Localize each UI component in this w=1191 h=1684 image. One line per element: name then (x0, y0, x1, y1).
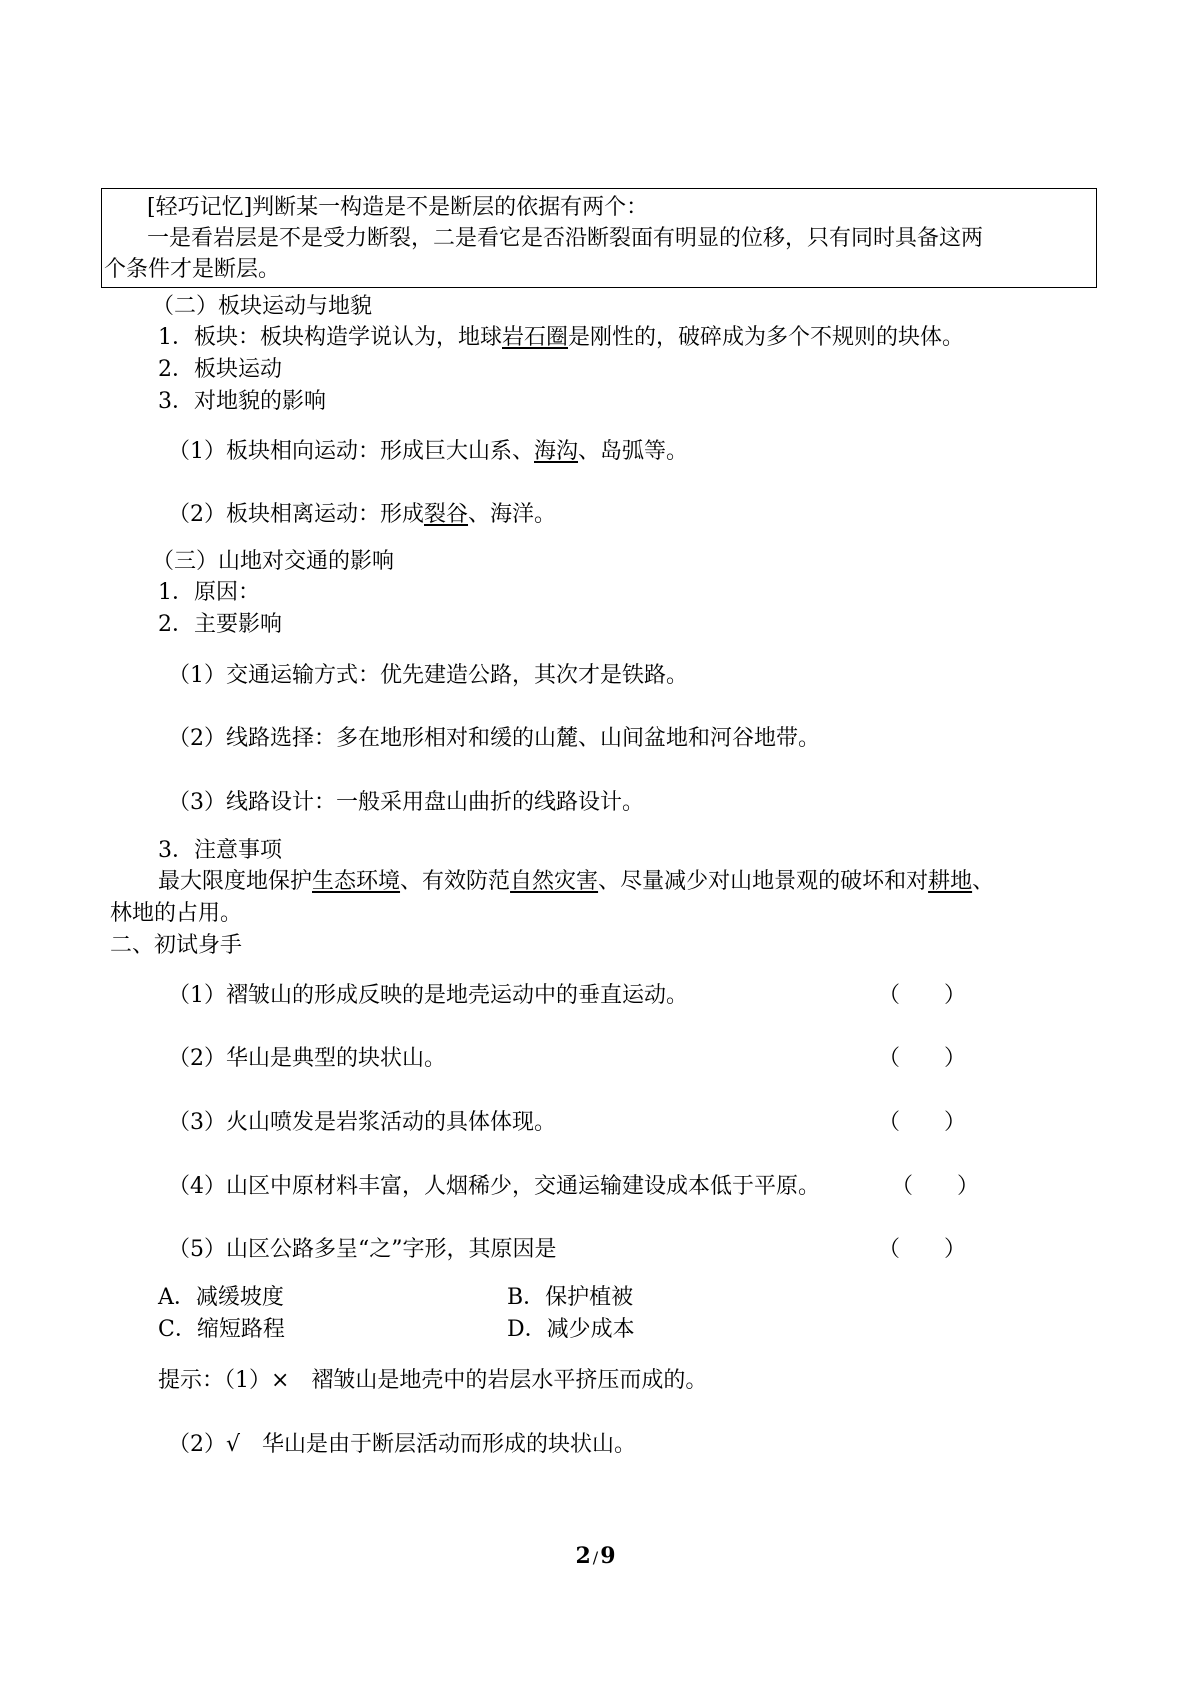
option-a[interactable]: A．减缓坡度 (158, 1285, 284, 1310)
term-rift: 裂谷 (424, 502, 469, 527)
mountain-item-1: 1．原因： (158, 580, 260, 605)
hint-2: （2）√ 华山是由于断层活动而形成的块状山。 (168, 1432, 637, 1457)
plate-sub-2-rest: 、海洋。 (468, 502, 557, 527)
term-trench: 海沟 (534, 439, 579, 464)
plate-sub-2 (168, 500, 556, 530)
plate-item-1-text: 1．板块：板块构造学说认为，地球 (158, 325, 502, 350)
answer-blank-4[interactable]: （ ） (891, 1174, 980, 1199)
mountain-item-2: 2．主要影响 (158, 612, 282, 637)
question-2: （2）华山是典型的块状山。 (168, 1046, 446, 1071)
question-1: （1）褶皱山的形成反映的是地壳运动中的垂直运动。 (168, 983, 688, 1008)
tip-line-1: [轻巧记忆]判断某一构造是不是断层的依据有两个： (147, 195, 649, 220)
plate-item-2: 2．板块运动 (158, 357, 282, 382)
page-separator: / (592, 1548, 599, 1567)
answer-blank-5[interactable]: （ ） (878, 1237, 967, 1262)
tip-line-3: 个条件才是断层。 (104, 257, 281, 282)
page-total: 9 (600, 1543, 616, 1569)
question-3: （3）火山喷发是岩浆活动的具体体现。 (168, 1110, 556, 1135)
plate-sub-2-text: （2）板块相离运动：形成 (168, 502, 424, 527)
plate-sub-1-text: （1）板块相向运动：形成巨大山系、 (168, 439, 534, 464)
term-lithosphere: 岩石圈 (502, 325, 569, 350)
plate-item-1-rest: 是刚性的，破碎成为多个不规则的块体。 (568, 325, 965, 350)
notes-line-1 (158, 867, 994, 897)
term-disaster: 自然灾害 (510, 869, 599, 894)
term-ecology: 生态环境 (312, 869, 401, 894)
option-d[interactable]: D．减少成本 (507, 1317, 635, 1342)
plate-item-3: 3．对地貌的影响 (158, 389, 326, 414)
hint-1: 提示：（1）× 褶皱山是地壳中的岩层水平挤压而成的。 (158, 1368, 708, 1393)
notes-text-2: 、有效防范 (400, 869, 511, 894)
notes-line-2: 林地的占用。 (110, 901, 243, 926)
question-4: （4）山区中原材料丰富，人烟稀少，交通运输建设成本低于平原。 (168, 1174, 820, 1199)
section-heading-mountains: （三）山地对交通的影响 (152, 549, 395, 574)
notes-text-3: 、尽量减少对山地景观的破坏和对 (598, 869, 929, 894)
option-c[interactable]: C．缩短路程 (158, 1317, 285, 1342)
practice-heading: 二、初试身手 (110, 933, 243, 958)
option-b[interactable]: B．保护植被 (507, 1285, 634, 1310)
plate-sub-1-rest: 、岛弧等。 (578, 439, 689, 464)
notes-text-1: 最大限度地保护 (158, 869, 313, 894)
plate-sub-1 (168, 437, 688, 467)
tip-line-2: 一是看岩层是不是受力断裂，二是看它是否沿断裂面有明显的位移，只有同时具备这两 (147, 226, 984, 251)
mountain-sub-2: （2）线路选择：多在地形相对和缓的山麓、山间盆地和河谷地带。 (168, 726, 820, 751)
mountain-sub-1: （1）交通运输方式：优先建造公路，其次才是铁路。 (168, 663, 688, 688)
page-current: 2 (575, 1543, 591, 1569)
answer-blank-1[interactable]: （ ） (878, 983, 967, 1008)
notes-text-4: 、 (972, 869, 995, 894)
answer-blank-2[interactable]: （ ） (878, 1046, 967, 1071)
page-number (0, 1541, 1191, 1573)
question-5: （5）山区公路多呈“之”字形，其原因是 (168, 1237, 557, 1262)
plate-item-1 (158, 323, 964, 353)
term-farmland: 耕地 (928, 869, 973, 894)
answer-blank-3[interactable]: （ ） (878, 1110, 967, 1135)
section-heading-plates: （二）板块运动与地貌 (152, 294, 373, 319)
mountain-sub-3: （3）线路设计：一般采用盘山曲折的线路设计。 (168, 790, 644, 815)
mountain-item-3: 3．注意事项 (158, 838, 282, 863)
